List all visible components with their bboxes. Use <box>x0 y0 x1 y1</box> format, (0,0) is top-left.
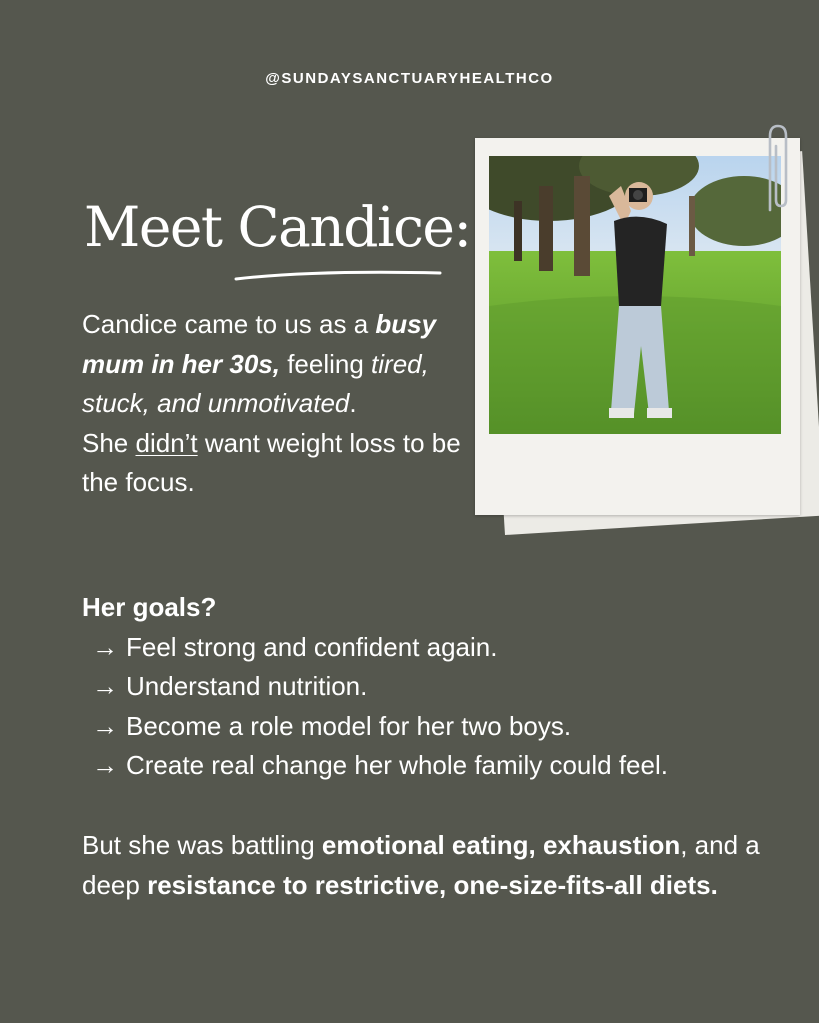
goal-item-text: Become a role model for her two boys. <box>126 710 572 741</box>
outro-paragraph: But she was battling emotional eating, exhaustion, and a deep resistance to restrictive, one-size-fits-all diets. <box>82 830 760 900</box>
arrow-right-icon: → <box>92 671 118 701</box>
polaroid-frame <box>475 138 800 515</box>
goals-heading: Her goals? <box>82 592 217 622</box>
goal-item-text: Feel strong and confident again. <box>126 631 498 662</box>
arrow-right-icon: → <box>92 750 118 780</box>
intro-paragraph-1: Candice came to us as a busy mum in her 30s, feeling tired, stuck, and unmotivated. <box>82 309 437 418</box>
intro-paragraph-2: She didn’t want weight loss to be the focus. <box>82 427 461 497</box>
photo-illustration <box>489 156 781 434</box>
paperclip-icon <box>762 122 792 217</box>
goal-item <box>82 746 782 786</box>
goals-section <box>82 588 782 786</box>
instagram-handle: @SUNDAYSANCTUARYHEALTHCO <box>265 70 554 87</box>
goal-item-text: Create real change her whole family could feel. <box>126 750 668 780</box>
arrow-right-icon: → <box>92 631 118 662</box>
title-underline-swoosh <box>234 264 444 284</box>
arrow-right-icon: → <box>92 710 118 741</box>
goal-item-text: Understand nutrition. <box>126 671 368 701</box>
goal-item <box>82 667 782 707</box>
page-title: Meet Candice: <box>84 195 471 259</box>
candice-photo <box>489 156 781 434</box>
goal-item <box>82 707 782 747</box>
intro-text <box>82 305 472 503</box>
goal-item <box>82 628 782 668</box>
